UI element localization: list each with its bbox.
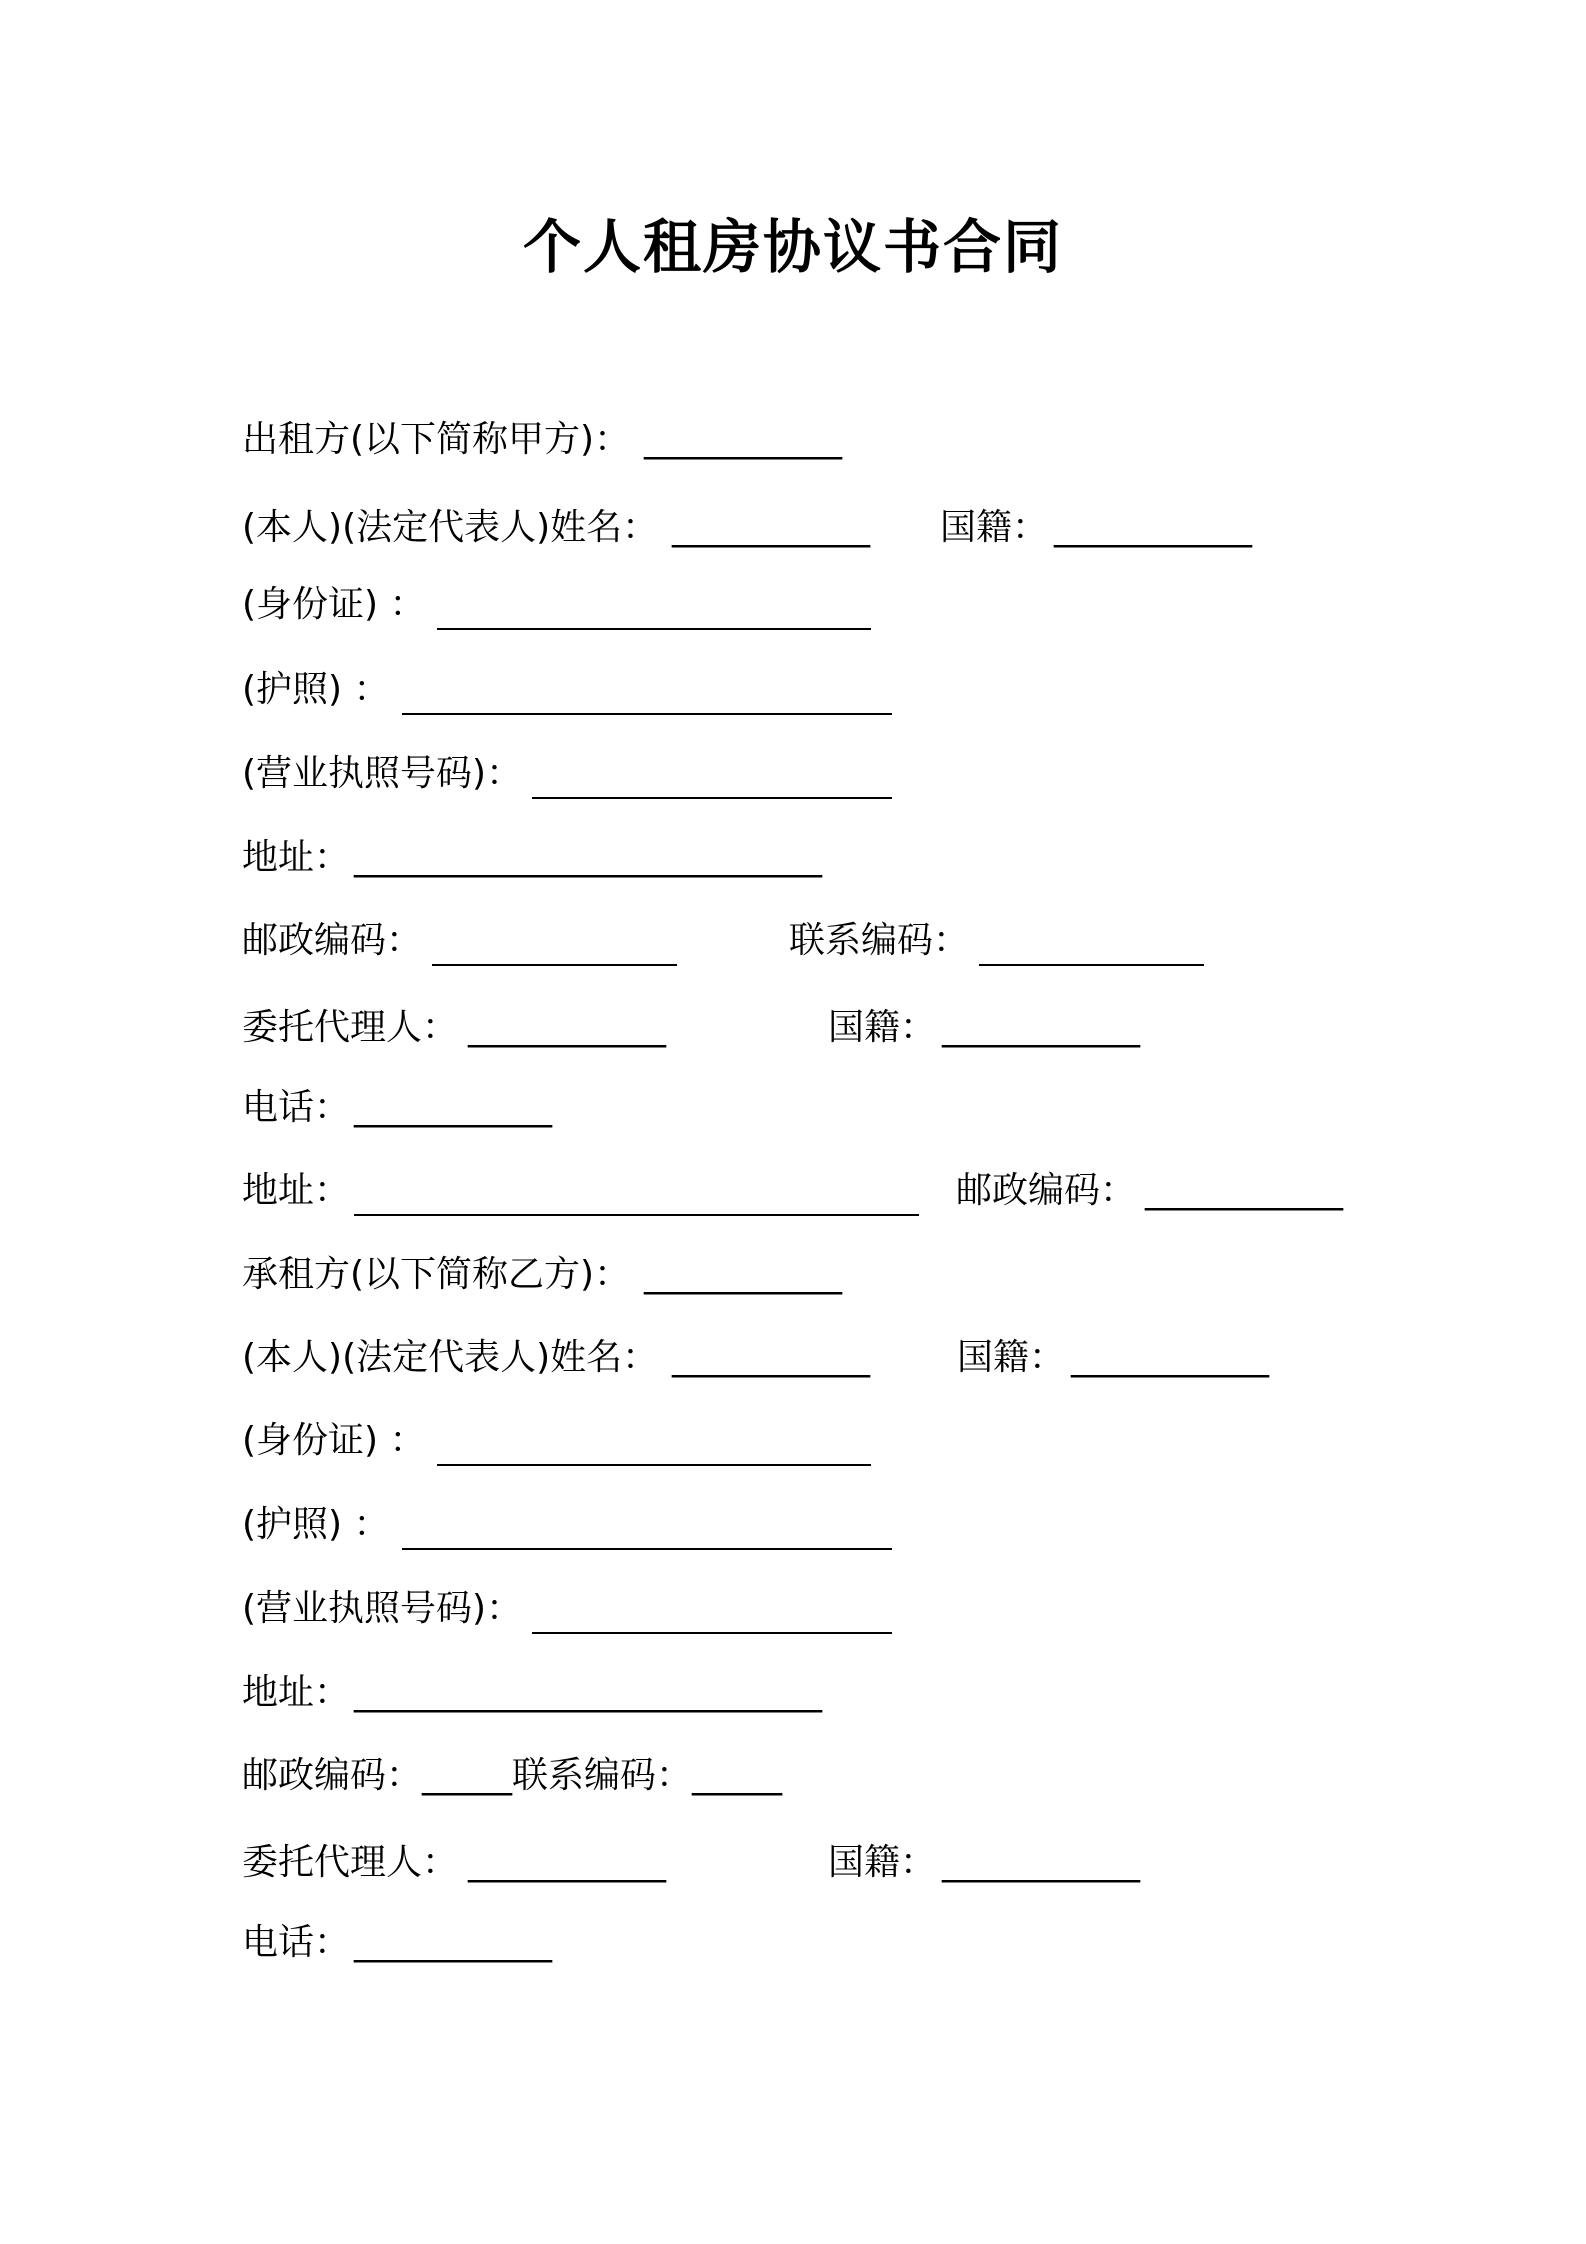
lessee-name-label: (本人)(法定代表人)姓名： [242, 1337, 659, 1378]
lessee-heading: 承租方(以下简称乙方)： [242, 1254, 631, 1295]
lessor-name-blank[interactable]: ___________ [672, 507, 870, 548]
lessor-heading-blank[interactable]: ___________ [644, 419, 842, 460]
lessor-agent-postal-blank[interactable]: ___________ [1145, 1170, 1343, 1211]
lessor-agent-label: 委托代理人： [242, 1007, 459, 1048]
lessor-id-field[interactable] [437, 580, 871, 630]
lessor-nationality-label: 国籍： [940, 507, 1049, 548]
lessor-contact-field[interactable] [979, 916, 1204, 966]
lessor-agent-nationality-label: 国籍： [828, 1007, 937, 1048]
lessor-id-label: (身份证) ： [242, 584, 426, 625]
lessee-id-field[interactable] [437, 1416, 871, 1466]
lessee-nationality-label: 国籍： [957, 1337, 1066, 1378]
lessee-address-blank[interactable]: __________________________ [354, 1672, 822, 1713]
lessor-license-label: (营业执照号码)： [242, 753, 523, 794]
lessee-passport-field[interactable] [402, 1500, 892, 1550]
lessor-passport-label: (护照) ： [242, 669, 390, 710]
lessee-id-label: (身份证) ： [242, 1420, 426, 1461]
lessee-nationality-blank[interactable]: ___________ [1071, 1337, 1269, 1378]
lessee-agent-blank[interactable]: ___________ [468, 1842, 666, 1883]
lessee-heading-blank[interactable]: ___________ [644, 1254, 842, 1295]
lessee-passport-label: (护照) ： [242, 1504, 390, 1545]
lessee-phone-blank[interactable]: ___________ [354, 1922, 552, 1963]
lessee-agent-nationality-blank[interactable]: ___________ [942, 1842, 1140, 1883]
lessor-address-label: 地址： [242, 837, 351, 878]
lessor-heading: 出租方(以下简称甲方)： [242, 419, 631, 460]
lessor-passport-field[interactable] [402, 665, 892, 715]
lessor-agent-blank[interactable]: ___________ [468, 1007, 666, 1048]
lessor-name-label: (本人)(法定代表人)姓名： [242, 507, 659, 548]
lessor-agent-address-label: 地址： [242, 1170, 351, 1211]
lessee-address-label: 地址： [242, 1672, 351, 1713]
lessee-agent-nationality-label: 国籍： [828, 1842, 937, 1883]
lessor-license-field[interactable] [532, 749, 892, 799]
lessee-license-label: (营业执照号码)： [242, 1588, 523, 1629]
lessee-phone-label: 电话： [242, 1922, 351, 1963]
lessee-license-field[interactable] [532, 1584, 892, 1634]
lessee-agent-label: 委托代理人： [242, 1842, 459, 1883]
lessor-postal-field[interactable] [432, 916, 677, 966]
lessor-agent-address-field[interactable] [354, 1166, 919, 1216]
lessee-name-blank[interactable]: ___________ [672, 1337, 870, 1378]
document-title: 个人租房协议书合同 [522, 213, 1063, 281]
lessor-contact-label: 联系编码： [789, 920, 970, 961]
lessor-nationality-blank[interactable]: ___________ [1054, 507, 1252, 548]
lessor-address-blank[interactable]: __________________________ [354, 837, 822, 878]
lessee-postal-line[interactable]: 邮政编码：_____联系编码：_____ [242, 1755, 783, 1796]
lessor-postal-label: 邮政编码： [242, 920, 423, 961]
lessor-phone-blank[interactable]: ___________ [354, 1087, 552, 1128]
lessor-agent-nationality-blank[interactable]: ___________ [942, 1007, 1140, 1048]
lessor-phone-label: 电话： [242, 1087, 351, 1128]
lessor-agent-postal-label: 邮政编码： [956, 1170, 1137, 1211]
